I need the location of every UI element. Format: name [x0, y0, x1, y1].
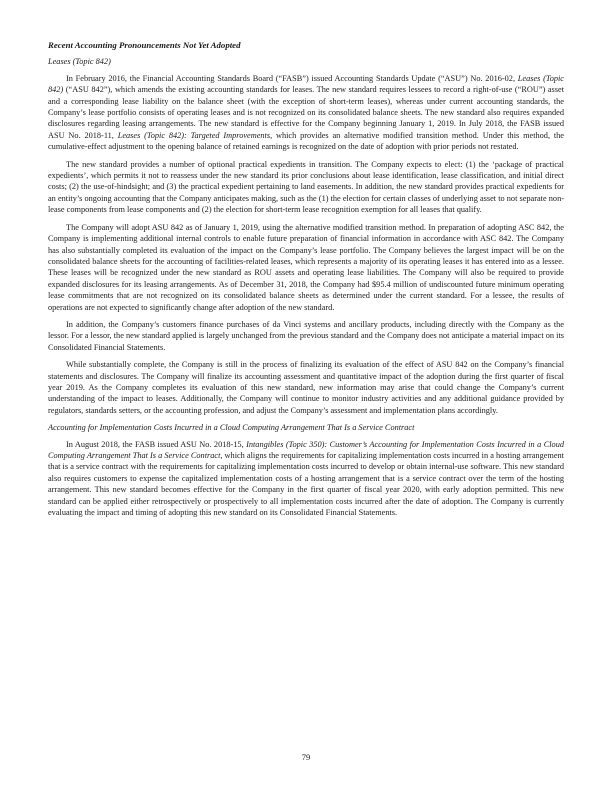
page-number: 79 [301, 752, 311, 762]
text-run: , which aligns the requirements for capitalizing implementation costs incurred in a hosting arrangement that is a service contract with the requirements for capitalizing implementation costs incurred to develop or obtain internal-use software. This new standard also requires customers to expense the capitalized implementation costs of a hosting arrangement that is a service contract over the term of the hosting arrangement. This new standard becomes effective for the Company in the first quarter of fiscal year 2020, with early adoption permitted. This new standard can be applied either retrospectively or prospectively to all implementation costs incurred after the date of adoption. The Company is currently evaluating the impact and timing of adopting this new standard on its Consolidated Financial Statements. [48, 451, 564, 518]
text-run: , which provides an alternative modified transition method. Under this method, the cumulative-effect adjustment to the opening balance of retained earnings is recognized on the date of adoption with prior periods not restated. [48, 130, 564, 152]
paragraph-adoption-plan: The Company will adopt ASU 842 as of January 1, 2019, using the alternative modified transition method. In preparation of adopting ASC 842, the Company is implementing additional internal controls to enable future preparation of financial information in accordance with ASC 842. The Company has also substantially completed its evaluation of the impact on the Company’s lease portfolio. The Company believes the largest impact will be on the consolidated balance sheets for the accounting of facilities-related leases, which represents a majority of its operating leases it has entered into as a lessee. These leases will be recognized under the new standard as ROU assets and operating lease liabilities. The Company will also be required to provide expanded disclosures for its leasing arrangements. As of December 31, 2018, the Company had $95.4 million of undiscounted future minimum operating lease commitments that are not recognized on its consolidated balance sheets as determined under the current standard. For a lessee, the results of operations are not expected to significantly change after adoption of the new standard. [48, 222, 564, 312]
section-heading: Recent Accounting Pronouncements Not Yet Adopted [48, 40, 241, 50]
italic-title-targeted-improvements: Leases (Topic 842): Targeted Improvements [117, 130, 271, 140]
italic-title-intangibles: Intangibles (Topic 350): Customer’s Accounting for Implementation Costs Incurred in a Cloud Computing Arrangement That Is a Service Contract [48, 439, 565, 460]
cloud-computing-subheading: Accounting for Implementation Costs Incurred in a Cloud Computing Arrangement That Is a Service Contract [48, 423, 415, 433]
italic-title-leases: Leases (Topic 842) [48, 73, 564, 95]
document-page [48, 40, 564, 524]
paragraph-evaluation-status: While substantially complete, the Company is still in the process of finalizing its evaluation of the effect of ASU 842 on the Company’s financial statements and disclosures. The Company will finalize its accounting assessment and quantitative impact of the adoption during the first quarter of fiscal year 2019. As the Company completes its evaluation of this new standard, new information may arise that could change the Company’s current understanding of the impact to leases. Additionally, the Company will continue to monitor industry activities and any additional guidance provided by regulators, standards setters, or the accounting profession, and adjust the Company’s assessment and implementation plans accordingly. [48, 360, 564, 415]
paragraph-asu-842-overview [48, 73, 564, 153]
text-run: In August 2018, the FASB issued ASU No. 2018-15, [66, 439, 247, 449]
text-run: (“ASU 842”), which amends the existing accounting standards for leases. The new standard requires lessees to record a right-of-use (“ROU”) asset and a corresponding lease liability on the balance sheet (with the exception of short-term leases), whereas under current accounting standards, the Company’s lease portfolio consists of operating leases and is not recognized on its consolidated balance sheets. The new standard also requires expanded disclosures regarding leasing arrangements. The new standard is effective for the Company beginning January 1, 2019. In July 2018, the FASB issued ASU No. 2018-11, [48, 85, 564, 140]
text-run: In February 2016, the Financial Accounting Standards Board (“FASB”) issued Accounting Standards Update (“ASU”) No. 2016-02, [66, 73, 518, 83]
paragraph-asu-2018-15 [48, 439, 564, 519]
paragraph-lessor-impact: In addition, the Company’s customers finance purchases of da Vinci systems and ancillary products, including directly with the Company as the lessor. For a lessor, the new standard applied is largely unchanged from the previous standard and the Company does not anticipate a material impact on its Consolidated Financial Statements. [48, 319, 564, 352]
paragraph-practical-expedients: The new standard provides a number of optional practical expedients in transition. The Company expects to elect: (1) the ‘package of practical expedients’, which permits it not to reassess under the new standard its prior conclusions about lease identification, lease classification, and initial direct costs; (2) the use-of-hindsight; and (3) the practical expedient pertaining to land easements. In addition, the new standard provides practical expedients for an entity’s ongoing accounting that the Company anticipates making, such as the (1) the election for certain classes of underlying asset to not separate non-lease components from lease components and (2) the election for short-term lease recognition exemption for all leases that qualify. [48, 159, 564, 215]
leases-subheading: Leases (Topic 842) [48, 57, 111, 67]
